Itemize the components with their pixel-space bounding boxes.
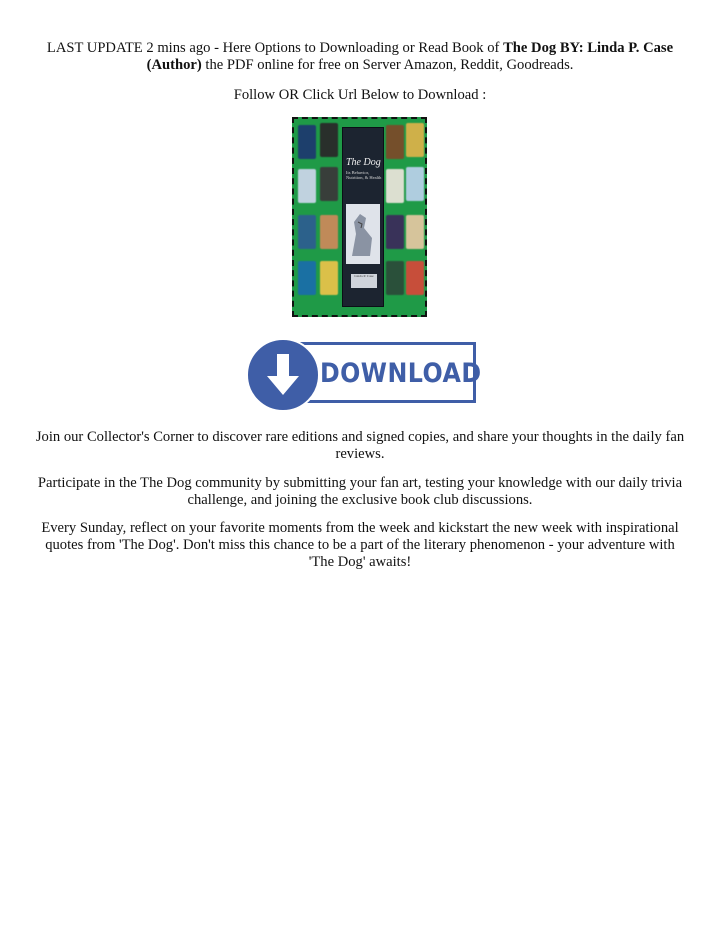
thumbnail-book [406, 123, 424, 157]
thumbnail-book [298, 215, 316, 249]
book-cover-image[interactable] [292, 117, 427, 317]
header-suffix: the PDF online for free on Server Amazon, Reddit, Goodreads. [205, 57, 574, 73]
thumbnail-book [298, 169, 316, 203]
thumbnail-book [320, 261, 338, 295]
header-prefix: LAST UPDATE 2 mins ago - Here Options to Downloading or Read Book of [46, 40, 500, 56]
thumbnail-book [406, 167, 424, 201]
thumbnail-book [386, 261, 404, 295]
thumbnail-book [406, 261, 424, 295]
thumbnail-book [298, 261, 316, 295]
cover-author: Linda P. Case [351, 274, 377, 288]
book-title-author: The Dog BY: Linda P. Case (Author) [146, 40, 674, 73]
thumbnail-book [298, 125, 316, 159]
cover-title: The Dog [346, 157, 381, 168]
download-label: DOWNLOAD [320, 358, 482, 389]
thumbnail-book [386, 215, 404, 249]
update-header [34, 40, 686, 74]
community-text: Participate in the The Dog community by submitting your fan art, testing your knowledge with our daily trivia challenge, and joining the exclusive book club discussions. [37, 475, 683, 508]
thumbnail-book [320, 123, 338, 157]
download-arrow-icon [246, 338, 320, 412]
collectors-corner-text: Join our Collector's Corner to discover rare editions and signed copies, and share your thoughts in the daily fan reviews. [35, 429, 685, 462]
thumbnail-book [320, 167, 338, 201]
cover-illustration [346, 204, 380, 264]
thumbnail-book [386, 169, 404, 203]
cover-subtitle: Its Behavior, Nutrition, & Health [346, 170, 382, 180]
sunday-text: Every Sunday, reflect on your favorite moments from the week and kickstart the new week with inspirational quotes from 'The Dog'. Don't miss this chance to be a part of the literary phenomenon - your adventure with 'The Dog' awaits! [41, 520, 679, 570]
thumbnail-book [386, 125, 404, 159]
featured-book [342, 127, 384, 307]
thumbnail-book [406, 215, 424, 249]
follow-instruction: Follow OR Click Url Below to Download : [233, 87, 487, 103]
thumbnail-book [320, 215, 338, 249]
download-button[interactable] [246, 338, 482, 410]
